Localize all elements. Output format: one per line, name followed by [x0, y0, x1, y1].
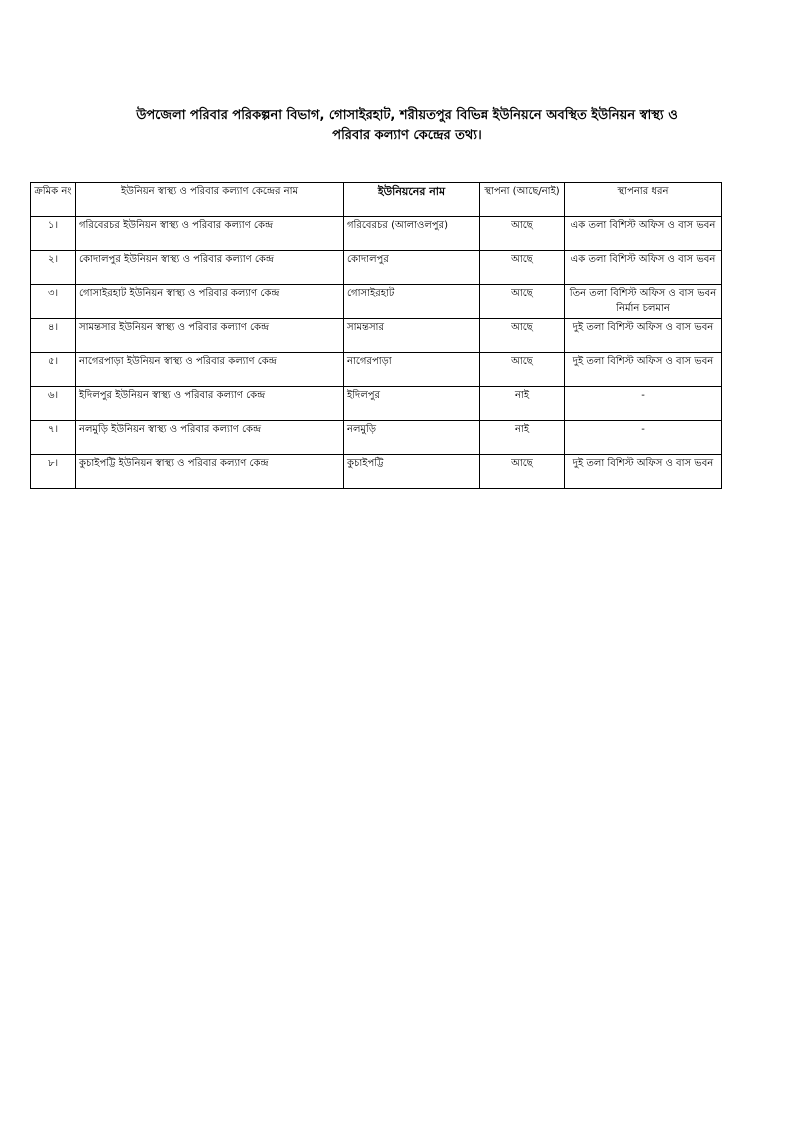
table-row [31, 285, 722, 319]
table-row [31, 353, 722, 387]
cell-serial: ৬। [31, 387, 76, 421]
cell-establishment-type: এক তলা বিশিস্ট অফিস ও বাস ভবন [565, 217, 722, 251]
table-row [31, 319, 722, 353]
table-row [31, 455, 722, 489]
header-union-name: ইউনিয়নের নাম [344, 183, 480, 217]
cell-center-name: সামন্তসার ইউনিয়ন স্বাস্থ্য ও পরিবার কল্যাণ কেন্দ্র [76, 319, 344, 353]
cell-serial: ৪। [31, 319, 76, 353]
document-title [60, 106, 754, 146]
header-serial: ক্রমিক নং [31, 183, 76, 217]
cell-serial: ৭। [31, 421, 76, 455]
cell-union-name: কুচাইপট্টি [344, 455, 480, 489]
cell-establishment-type: দুই তলা বিশিস্ট অফিস ও বাস ভবন [565, 455, 722, 489]
table-row [31, 251, 722, 285]
cell-serial: ৫। [31, 353, 76, 387]
cell-union-name: সামন্তসার [344, 319, 480, 353]
cell-center-name: কুচাইপট্টি ইউনিয়ন স্বাস্থ্য ও পরিবার কল্যাণ কেন্দ্র [76, 455, 344, 489]
cell-establishment: আছে [480, 285, 565, 319]
cell-establishment-type: দুই তলা বিশিস্ট অফিস ও বাস ভবন [565, 353, 722, 387]
document-title-line-2: পরিবার কল্যাণ কেন্দ্রের তথ্য। [332, 128, 482, 143]
table-row [31, 217, 722, 251]
cell-union-name: গরিবেরচর (আলাওলপুর) [344, 217, 480, 251]
cell-union-name: কোদালপুর [344, 251, 480, 285]
cell-union-name: নলমুড়ি [344, 421, 480, 455]
cell-serial: ৩। [31, 285, 76, 319]
cell-union-name: ইদিলপুর [344, 387, 480, 421]
union-health-center-table [30, 182, 722, 489]
cell-serial: ৮। [31, 455, 76, 489]
table-header-row [31, 183, 722, 217]
cell-center-name: নাগেরপাড়া ইউনিয়ন স্বাস্থ্য ও পরিবার কল্যাণ কেন্দ্র [76, 353, 344, 387]
cell-establishment-type: তিন তলা বিশিস্ট অফিস ও বাস ভবন নির্মান চলমান [565, 285, 722, 319]
cell-union-name: নাগেরপাড়া [344, 353, 480, 387]
header-center-name: ইউনিয়ন স্বাস্থ্য ও পরিবার কল্যাণ কেন্দ্রের নাম [76, 183, 344, 217]
cell-center-name: গোসাইরহাট ইউনিয়ন স্বাস্থ্য ও পরিবার কল্যাণ কেন্দ্র [76, 285, 344, 319]
cell-union-name: গোসাইরহাট [344, 285, 480, 319]
cell-establishment-type: - [565, 421, 722, 455]
table-row [31, 421, 722, 455]
cell-establishment: নাই [480, 387, 565, 421]
header-establishment: স্থাপনা (আছে/নাই) [480, 183, 565, 217]
document-title-line-1: উপজেলা পরিবার পরিকল্পনা বিভাগ, গোসাইরহাট, শরীয়তপুর বিভিন্ন ইউনিয়নে অবস্থিত ইউনিয়ন স্বাস্থ্য ও [136, 108, 678, 123]
cell-center-name: নলমুড়ি ইউনিয়ন স্বাস্থ্য ও পরিবার কল্যাণ কেন্দ্র [76, 421, 344, 455]
cell-establishment-type: এক তলা বিশিস্ট অফিস ও বাস ভবন [565, 251, 722, 285]
cell-center-name: কোদালপুর ইউনিয়ন স্বাস্থ্য ও পরিবার কল্যাণ কেন্দ্র [76, 251, 344, 285]
cell-establishment-type: - [565, 387, 722, 421]
cell-establishment: আছে [480, 353, 565, 387]
cell-establishment: আছে [480, 319, 565, 353]
table-row [31, 387, 722, 421]
cell-establishment: আছে [480, 217, 565, 251]
cell-establishment: আছে [480, 455, 565, 489]
header-establishment-type: স্থাপনার ধরন [565, 183, 722, 217]
cell-establishment-type: দুই তলা বিশিস্ট অফিস ও বাস ভবন [565, 319, 722, 353]
cell-serial: ২। [31, 251, 76, 285]
cell-establishment: আছে [480, 251, 565, 285]
cell-establishment: নাই [480, 421, 565, 455]
cell-serial: ১। [31, 217, 76, 251]
cell-center-name: গরিবেরচর ইউনিয়ন স্বাস্থ্য ও পরিবার কল্যাণ কেন্দ্র [76, 217, 344, 251]
cell-center-name: ইদিলপুর ইউনিয়ন স্বাস্থ্য ও পরিবার কল্যাণ কেন্দ্র [76, 387, 344, 421]
